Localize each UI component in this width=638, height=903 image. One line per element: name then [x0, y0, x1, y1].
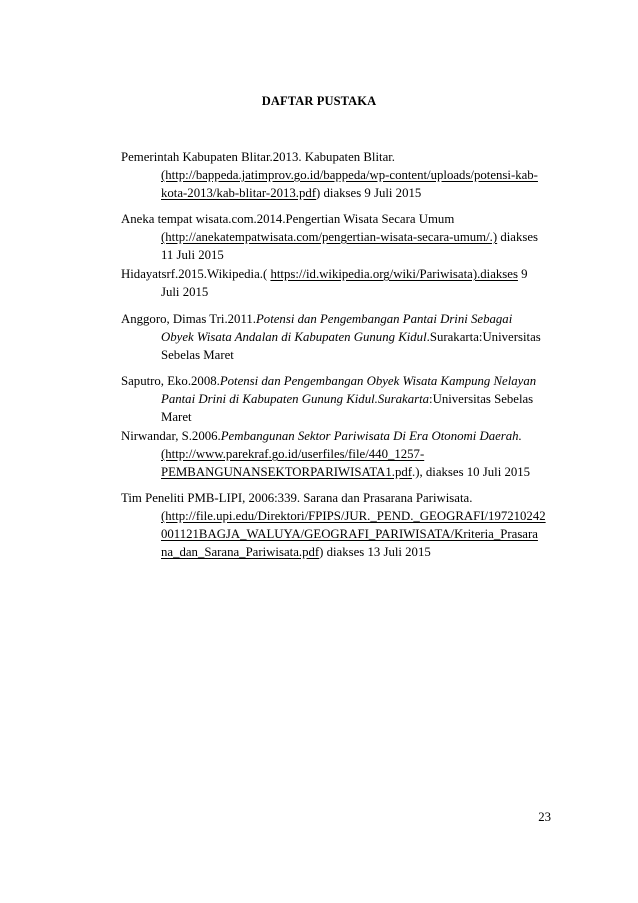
- reference-title: Potensi dan Pengembangan Pantai Drini Sebagai: [255, 312, 513, 326]
- page-title: DAFTAR PUSTAKA: [261, 94, 377, 108]
- reference-text: diakses: [497, 230, 539, 244]
- reference-text: Aneka tempat wisata.com.2014.Pengertian Wisata Secara Umum: [121, 212, 455, 226]
- reference-line: [121, 372, 551, 390]
- reference-line: [121, 184, 551, 202]
- reference-entry: [121, 210, 551, 264]
- reference-title: Pembangunan Sektor Pariwisata Di Era Otonomi Daerah.: [220, 429, 522, 443]
- reference-line: [121, 525, 551, 543]
- reference-text: Saputro, Eko.2008.: [121, 374, 220, 388]
- reference-line: [121, 543, 551, 561]
- reference-line: [121, 463, 551, 481]
- reference-text: Maret: [161, 410, 192, 424]
- reference-line: [121, 390, 551, 408]
- reference-title: Pantai Drini di Kabupaten Gunung Kidul.Surakarta: [161, 392, 430, 406]
- reference-line: [121, 427, 551, 445]
- reference-line: [121, 265, 551, 283]
- reference-title: Potensi dan Pengembangan Obyek Wisata Kampung Nelayan: [219, 374, 537, 388]
- reference-entry: [121, 310, 551, 364]
- reference-link[interactable]: 001121BAGJA_WALUYA/GEOGRAFI_PARIWISATA/Kriteria_Prasara: [161, 527, 538, 541]
- reference-link[interactable]: PEMBANGUNANSEKTORPARIWISATA1.pdf: [161, 465, 413, 479]
- reference-line: [121, 328, 551, 346]
- reference-link[interactable]: (http://bappeda.jatimprov.go.id/bappeda/wp-content/uploads/potensi-kab-: [161, 168, 538, 182]
- reference-text: .Surakarta:Universitas: [426, 330, 541, 344]
- reference-text: Tim Peneliti PMB-LIPI, 2006:339. Sarana dan Prasarana Pariwisata.: [121, 491, 473, 505]
- reference-text: Anggoro, Dimas Tri.2011.: [121, 312, 256, 326]
- reference-text: 9: [517, 267, 528, 281]
- reference-entry: [121, 489, 551, 561]
- reference-line: [121, 228, 551, 246]
- reference-link[interactable]: kota-2013/kab-blitar-2013.pdf: [161, 186, 317, 200]
- reference-line: [121, 507, 551, 525]
- reference-text: Juli 2015: [161, 285, 209, 299]
- reference-text: 11 Juli 2015: [161, 248, 224, 262]
- reference-link[interactable]: (http://anekatempatwisata.com/pengertian-wisata-secara-umum/.): [161, 230, 498, 244]
- reference-link[interactable]: (http://file.upi.edu/Direktori/FPIPS/JUR._PEND._GEOGRAFI/197210242: [161, 509, 546, 523]
- reference-entry: [121, 372, 551, 426]
- page-number: 23: [538, 810, 551, 824]
- reference-entry: [121, 265, 551, 301]
- reference-text: Pemerintah Kabupaten Blitar.2013. Kabupaten Blitar.: [121, 150, 396, 164]
- reference-text: .), diakses 10 Juli 2015: [412, 465, 531, 479]
- reference-entry: [121, 148, 551, 202]
- reference-text: ) diakses 9 Juli 2015: [316, 186, 422, 200]
- reference-text: Sebelas Maret: [161, 348, 234, 362]
- reference-entry: [121, 427, 551, 481]
- reference-title: Obyek Wisata Andalan di Kabupaten Gunung Kidul: [161, 330, 427, 344]
- reference-line: [121, 310, 551, 328]
- reference-link[interactable]: https://id.wikipedia.org/wiki/Pariwisata).diakses: [270, 267, 518, 281]
- reference-line: [121, 166, 551, 184]
- reference-link[interactable]: na_dan_Sarana_Pariwisata.pdf: [161, 545, 320, 559]
- reference-line: [121, 445, 551, 463]
- reference-link[interactable]: (http://www.parekraf.go.id/userfiles/file/440_1257-: [161, 447, 425, 461]
- reference-text: :Universitas Sebelas: [429, 392, 534, 406]
- reference-text: Hidayatsrf.2015.Wikipedia.(: [121, 267, 271, 281]
- reference-text: ) diakses 13 Juli 2015: [319, 545, 431, 559]
- reference-text: Nirwandar, S.2006.: [121, 429, 221, 443]
